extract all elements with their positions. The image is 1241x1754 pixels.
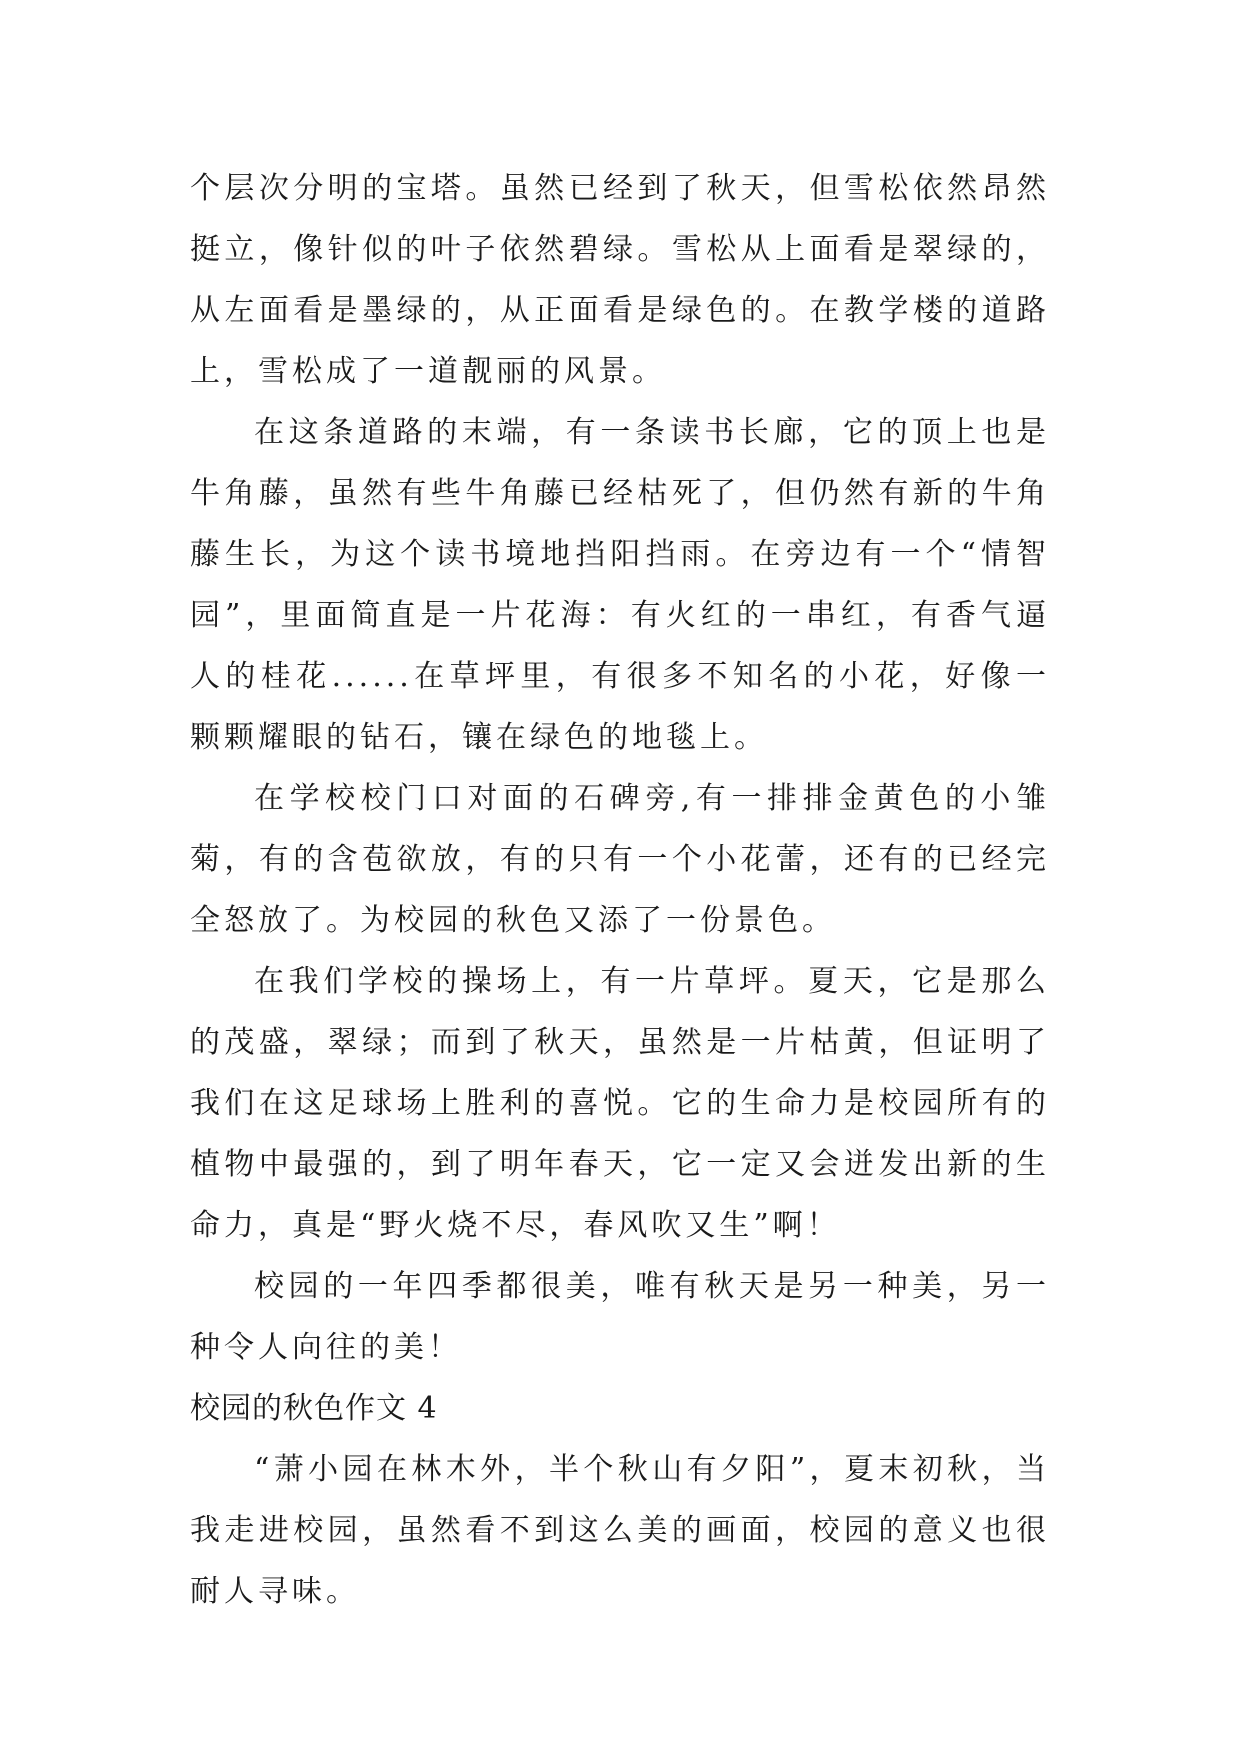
- paragraph-5: 校园的一年四季都很美，唯有秋天是另一种美，另一种令人向往的美！: [190, 1269, 1050, 1365]
- section-heading: 校园的秋色作文 4: [190, 1391, 438, 1426]
- document-body: [190, 158, 1050, 1622]
- paragraph-2: 在这条道路的末端，有一条读书长廊，它的顶上也是牛角藤，虽然有些牛角藤已经枯死了，但仍然有新的牛角藤生长，为这个读书境地挡阳挡雨。在旁边有一个“情智园”，里面简直是一片花海：有火红的一串红，有香气逼人的桂花......在草坪里，有很多不知名的小花，好像一颗颗耀眼的钻石，镶在绿色的地毯上。: [190, 415, 1050, 755]
- paragraph-4: 在我们学校的操场上，有一片草坪。夏天，它是那么的茂盛，翠绿；而到了秋天，虽然是一片枯黄，但证明了我们在这足球场上胜利的喜悦。它的生命力是校园所有的植物中最强的，到了明年春天，它一定又会迸发出新的生命力，真是“野火烧不尽，春风吹又生”啊！: [190, 964, 1050, 1243]
- paragraph-3: 在学校校门口对面的石碑旁,有一排排金黄色的小雏菊，有的含苞欲放，有的只有一个小花蕾，还有的已经完全怒放了。为校园的秋色又添了一份景色。: [190, 781, 1050, 938]
- paragraph-6: “萧小园在林木外，半个秋山有夕阳”，夏末初秋，当我走进校园，虽然看不到这么美的画面，校园的意义也很耐人寻味。: [190, 1452, 1050, 1609]
- paragraph-1: 个层次分明的宝塔。虽然已经到了秋天，但雪松依然昂然挺立，像针似的叶子依然碧绿。雪松从上面看是翠绿的，从左面看是墨绿的，从正面看是绿色的。在教学楼的道路上，雪松成了一道靓丽的风景。: [190, 171, 1050, 389]
